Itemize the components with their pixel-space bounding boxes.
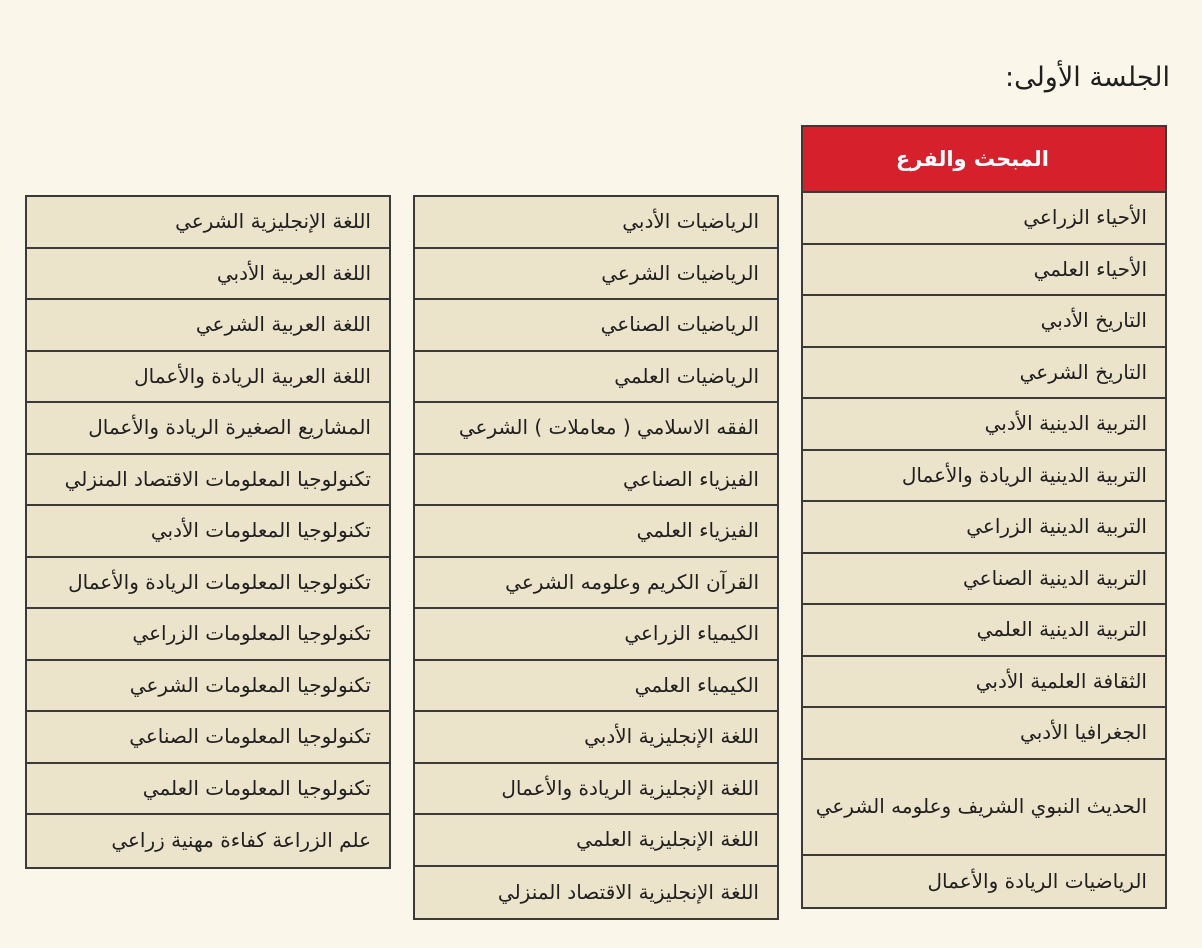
table-cell: اللغة العربية الشرعي bbox=[27, 300, 389, 352]
table-header: المبحث والفرع bbox=[803, 127, 1165, 193]
table-cell: التاريخ الشرعي bbox=[803, 348, 1165, 400]
table-cell: تكنولوجيا المعلومات الأدبي bbox=[27, 506, 389, 558]
table-cell: الأحياء الزراعي bbox=[803, 193, 1165, 245]
table-cell: الفقه الاسلامي ( معاملات ) الشرعي bbox=[415, 403, 777, 455]
table-cell: الرياضيات الصناعي bbox=[415, 300, 777, 352]
table-cell: الثقافة العلمية الأدبي bbox=[803, 657, 1165, 709]
table-cell: التربية الدينية الريادة والأعمال bbox=[803, 451, 1165, 503]
table-cell: المشاريع الصغيرة الريادة والأعمال bbox=[27, 403, 389, 455]
subjects-column-2 bbox=[413, 195, 779, 920]
session-title: الجلسة الأولى: bbox=[1004, 62, 1170, 93]
table-cell: اللغة العربية الريادة والأعمال bbox=[27, 352, 389, 404]
table-cell: الرياضيات العلمي bbox=[415, 352, 777, 404]
subjects-column-1 bbox=[801, 125, 1167, 909]
subjects-column-3 bbox=[25, 195, 391, 869]
table-cell: اللغة الإنجليزية الشرعي bbox=[27, 197, 389, 249]
table-cell: اللغة الإنجليزية الريادة والأعمال bbox=[415, 764, 777, 816]
table-cell: التربية الدينية الصناعي bbox=[803, 554, 1165, 606]
table-cell: اللغة العربية الأدبي bbox=[27, 249, 389, 301]
table-cell: علم الزراعة كفاءة مهنية زراعي bbox=[111, 828, 371, 853]
table-cell: التاريخ الأدبي bbox=[803, 296, 1165, 348]
table-cell: تكنولوجيا المعلومات الصناعي bbox=[27, 712, 389, 764]
table-cell: التربية الدينية العلمي bbox=[803, 605, 1165, 657]
table-cell: الفيزياء الصناعي bbox=[415, 455, 777, 507]
table-cell: الرياضيات الأدبي bbox=[415, 197, 777, 249]
table-cell: اللغة الإنجليزية الأدبي bbox=[415, 712, 777, 764]
table-cell: الكيمياء العلمي bbox=[415, 661, 777, 713]
table-cell: الحديث النبوي الشريف وعلومه الشرعي bbox=[803, 760, 1165, 856]
table-cell: الفيزياء العلمي bbox=[415, 506, 777, 558]
table-cell: الرياضيات الريادة والأعمال bbox=[927, 868, 1147, 893]
table-cell: القرآن الكريم وعلومه الشرعي bbox=[415, 558, 777, 610]
table-cell: تكنولوجيا المعلومات الاقتصاد المنزلي bbox=[27, 455, 389, 507]
table-cell: التربية الدينية الزراعي bbox=[803, 502, 1165, 554]
table-cell: اللغة الإنجليزية العلمي bbox=[415, 815, 777, 867]
table-cell: الكيمياء الزراعي bbox=[415, 609, 777, 661]
table-cell: التربية الدينية الأدبي bbox=[803, 399, 1165, 451]
table-cell: تكنولوجيا المعلومات الزراعي bbox=[27, 609, 389, 661]
table-cell: اللغة الإنجليزية الاقتصاد المنزلي bbox=[497, 879, 759, 904]
table-cell: الرياضيات الشرعي bbox=[415, 249, 777, 301]
table-cell: الأحياء العلمي bbox=[803, 245, 1165, 297]
table-cell: تكنولوجيا المعلومات الشرعي bbox=[27, 661, 389, 713]
table-cell: تكنولوجيا المعلومات العلمي bbox=[27, 764, 389, 816]
table-cell: الجغرافيا الأدبي bbox=[803, 708, 1165, 760]
table-cell: تكنولوجيا المعلومات الريادة والأعمال bbox=[27, 558, 389, 610]
